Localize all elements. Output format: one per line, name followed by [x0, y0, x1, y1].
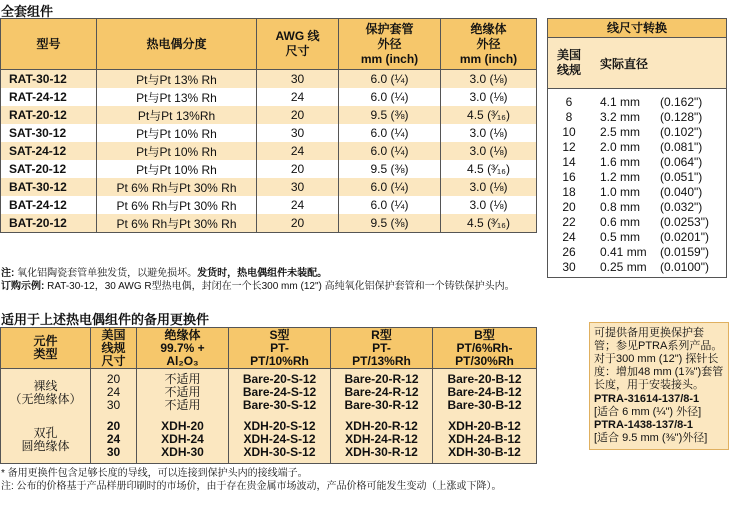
conversion-row: [548, 215, 726, 230]
conversion-mm: 0.8 mm: [600, 200, 641, 214]
order-example: [1, 281, 541, 293]
assembly-cell-awg: 30: [257, 178, 339, 196]
assembly-cell-sheath: 6.0 (¼): [339, 196, 441, 214]
assembly-cell-ins: 3.0 (⅛): [441, 124, 537, 142]
note-label: 注:: [1, 268, 15, 279]
assemblies-header-0: 型号: [1, 19, 97, 70]
assembly-cell-sheath: 9.5 (⅜): [339, 160, 441, 178]
assemblies-header-4: 绝缘体 外径 mm (inch): [441, 19, 537, 70]
assembly-row: [1, 124, 537, 142]
conversion-inch: (0.162"): [660, 95, 703, 109]
conversion-row: [548, 260, 726, 275]
assembly-cell-cal: Pt 6% Rh与Pt 30% Rh: [97, 214, 257, 233]
conversion-inch: (0.051"): [660, 170, 703, 184]
assembly-cell-ins: 3.0 (⅛): [441, 142, 537, 160]
assembly-cell-ins: 4.5 (³⁄₁₆): [441, 160, 537, 178]
conversion-mm: 3.2 mm: [600, 110, 641, 124]
assembly-cell-ins: 3.0 (⅛): [441, 70, 537, 89]
assembly-cell-sheath: 9.5 (⅜): [339, 214, 441, 233]
replacement-table: [0, 327, 537, 464]
conversion-awg: 20: [562, 200, 576, 214]
footnote-replacement: * 备用更换件包含足够长度的导线，可以连接到保护头内的接线端子。: [1, 468, 308, 479]
sidebox-part-1: PTRA-31614-137/8-1: [594, 393, 700, 405]
assembly-cell-awg: 24: [257, 88, 339, 106]
conversion-mm: 1.0 mm: [600, 185, 641, 199]
conversion-row: [548, 155, 726, 170]
replacement-header-0: 元件 类型: [1, 328, 91, 369]
conversion-inch: (0.0159"): [660, 245, 709, 259]
order-text: RAT-30-12，30 AWG R型热电偶，封闭在一个长300 mm (12") 高纯氧化铝保护套管和一个铸铁保护头内。: [44, 281, 515, 292]
assembly-cell-awg: 30: [257, 124, 339, 142]
assembly-cell-awg: 24: [257, 142, 339, 160]
assembly-cell-sheath: 6.0 (¼): [339, 124, 441, 142]
replacement-cell-r: Bare-20-R-12 Bare-24-R-12 Bare-30-R-12: [331, 369, 433, 417]
assembly-cell-cal: Pt与Pt 13% Rh: [97, 70, 257, 89]
conversion-mm: 0.5 mm: [600, 230, 641, 244]
conversion-row: [548, 200, 726, 215]
conversion-awg: 12: [562, 140, 576, 154]
assembly-cell-ins: 3.0 (⅛): [441, 196, 537, 214]
assembly-cell-model: SAT-30-12: [1, 124, 97, 142]
sidebox-part-2-note: [适合 9.5 mm (⅜")外径]: [594, 432, 708, 444]
footnote-price: 注: 公布的价格基于产品样册印刷时的市场价，由于存在贵金属市场波动，产品价格可能发生变动（上涨或下降）。: [1, 481, 502, 492]
conversion-awg: 10: [562, 125, 576, 139]
replacement-cell-r: XDH-20-R-12 XDH-24-R-12 XDH-30-R-12: [331, 416, 433, 464]
section-title-replacement-parts: 适用于上述热电偶组件的备用更换件: [1, 312, 210, 327]
assembly-row: [1, 88, 537, 106]
conversion-inch: (0.128"): [660, 110, 703, 124]
sidebox-text: 可提供备用更换保护套管；参见PTRA系列产品。对于300 mm (12") 探针长度：增加48 mm (1⅞")套管长度，用于安装接头。: [594, 327, 724, 391]
assembly-cell-awg: 24: [257, 196, 339, 214]
conversion-inch: (0.064"): [660, 155, 703, 169]
replacement-cell-b: Bare-20-B-12 Bare-24-B-12 Bare-30-B-12: [433, 369, 537, 417]
conversion-mm: 0.41 mm: [600, 245, 647, 259]
conversion-mm: 2.5 mm: [600, 125, 641, 139]
replacement-header-2: 绝缘体 99.7% + Al₂O₃: [137, 328, 229, 369]
assembly-cell-cal: Pt与Pt 10% Rh: [97, 160, 257, 178]
conversion-awg: 22: [562, 215, 576, 229]
replacement-group-row: [1, 416, 537, 464]
replacement-header-4: R型 PT- PT/13%Rh: [331, 328, 433, 369]
conversion-title: 线尺寸转换: [548, 19, 726, 38]
assembly-cell-ins: 3.0 (⅛): [441, 178, 537, 196]
conversion-awg: 18: [562, 185, 576, 199]
assembly-cell-awg: 20: [257, 160, 339, 178]
conversion-inch: (0.0201"): [660, 230, 709, 244]
assembly-row: [1, 178, 537, 196]
conversion-mm: 1.2 mm: [600, 170, 641, 184]
conversion-row: [548, 95, 726, 110]
note-text: 氧化铝陶瓷套管单独发货，以避免损坏。: [14, 268, 198, 279]
conversion-awg: 14: [562, 155, 576, 169]
assemblies-header-1: 热电偶分度: [97, 19, 257, 70]
conversion-inch: (0.0253"): [660, 215, 709, 229]
conversion-awg: 16: [562, 170, 576, 184]
assembly-cell-model: RAT-30-12: [1, 70, 97, 89]
replacement-cell-type: 裸线 （无绝缘体）: [1, 369, 91, 417]
conversion-row: [548, 170, 726, 185]
conversion-awg: 26: [562, 245, 576, 259]
conversion-awg: 6: [565, 95, 573, 109]
conversion-inch: (0.102"): [660, 125, 703, 139]
conversion-row: [548, 245, 726, 260]
conversion-awg: 30: [562, 260, 576, 274]
assembly-cell-cal: Pt与Pt 10% Rh: [97, 124, 257, 142]
assembly-cell-cal: Pt 6% Rh与Pt 30% Rh: [97, 196, 257, 214]
replacement-cell-s: XDH-20-S-12 XDH-24-S-12 XDH-30-S-12: [229, 416, 331, 464]
conversion-row: [548, 185, 726, 200]
assembly-row: [1, 106, 537, 124]
assembly-row: [1, 70, 537, 89]
replacement-cell-b: XDH-20-B-12 XDH-24-B-12 XDH-30-B-12: [433, 416, 537, 464]
conversion-inch: (0.040"): [660, 185, 703, 199]
replacement-cell-ins: XDH-20 XDH-24 XDH-30: [137, 416, 229, 464]
conversion-row: [548, 125, 726, 140]
assembly-row: [1, 142, 537, 160]
assemblies-header-3: 保护套管 外径 mm (inch): [339, 19, 441, 70]
replacement-group-row: [1, 369, 537, 417]
replacement-cell-awg: 20 24 30: [91, 416, 137, 464]
conversion-mm: 2.0 mm: [600, 140, 641, 154]
assembly-cell-cal: Pt 6% Rh与Pt 30% Rh: [97, 178, 257, 196]
assembly-cell-ins: 4.5 (³⁄₁₆): [441, 106, 537, 124]
replacement-cell-s: Bare-20-S-12 Bare-24-S-12 Bare-30-S-12: [229, 369, 331, 417]
note-bold-text: 发货时，热电偶组件未装配。: [197, 268, 328, 279]
assembly-cell-model: SAT-24-12: [1, 142, 97, 160]
assemblies-header-2: AWG 线 尺寸: [257, 19, 339, 70]
replacement-cell-awg: 20 24 30: [91, 369, 137, 417]
assembly-cell-awg: 20: [257, 106, 339, 124]
assembly-cell-sheath: 6.0 (¼): [339, 142, 441, 160]
sidebox-part-1-note: [适合 6 mm (¼") 外径]: [594, 406, 702, 418]
wire-size-conversion-table: [547, 18, 727, 278]
assembly-cell-model: RAT-20-12: [1, 106, 97, 124]
assembly-cell-ins: 4.5 (³⁄₁₆): [441, 214, 537, 233]
assemblies-table: [0, 18, 537, 233]
conversion-awg: 8: [565, 110, 573, 124]
conversion-col-diameter: 实际直径: [600, 56, 649, 71]
replacement-sheath-box: [589, 322, 729, 450]
assembly-cell-model: BAT-20-12: [1, 214, 97, 233]
replacement-header-1: 美国 线规 尺寸: [91, 328, 137, 369]
assembly-cell-model: BAT-24-12: [1, 196, 97, 214]
conversion-inch: (0.032"): [660, 200, 703, 214]
conversion-mm: 0.25 mm: [600, 260, 647, 274]
replacement-header-5: B型 PT/6%Rh- PT/30%Rh: [433, 328, 537, 369]
assembly-cell-sheath: 6.0 (¼): [339, 178, 441, 196]
conversion-inch: (0.0100"): [660, 260, 709, 274]
replacement-cell-ins: 不适用 不适用 不适用: [137, 369, 229, 417]
assembly-cell-awg: 30: [257, 70, 339, 89]
order-label: 订购示例:: [1, 281, 45, 292]
replacement-header-3: S型 PT- PT/10%Rh: [229, 328, 331, 369]
replacement-cell-type: 双孔 圆绝缘体: [1, 416, 91, 464]
conversion-inch: (0.081"): [660, 140, 703, 154]
assembly-row: [1, 214, 537, 233]
assembly-row: [1, 160, 537, 178]
assembly-cell-sheath: 9.5 (⅜): [339, 106, 441, 124]
conversion-col-awg: 美国 线规: [556, 48, 581, 77]
conversion-row: [548, 230, 726, 245]
assembly-cell-model: BAT-30-12: [1, 178, 97, 196]
assembly-cell-sheath: 6.0 (¼): [339, 88, 441, 106]
assembly-cell-awg: 20: [257, 214, 339, 233]
assembly-cell-cal: Pt与Pt 13% Rh: [97, 88, 257, 106]
conversion-row: [548, 140, 726, 155]
conversion-awg: 24: [562, 230, 576, 244]
conversion-mm: 0.6 mm: [600, 215, 641, 229]
assembly-cell-model: RAT-24-12: [1, 88, 97, 106]
assembly-cell-cal: Pt与Pt 13%Rh: [97, 106, 257, 124]
section-title-full-assemblies: 全套组件: [1, 4, 54, 19]
assembly-note: [1, 268, 541, 280]
assembly-row: [1, 196, 537, 214]
assembly-cell-ins: 3.0 (⅛): [441, 88, 537, 106]
conversion-mm: 4.1 mm: [600, 95, 641, 109]
assembly-cell-model: SAT-20-12: [1, 160, 97, 178]
sidebox-part-2: PTRA-1438-137/8-1: [594, 419, 694, 431]
assembly-cell-sheath: 6.0 (¼): [339, 70, 441, 89]
conversion-row: [548, 110, 726, 125]
conversion-mm: 1.6 mm: [600, 155, 641, 169]
assembly-cell-cal: Pt与Pt 10% Rh: [97, 142, 257, 160]
